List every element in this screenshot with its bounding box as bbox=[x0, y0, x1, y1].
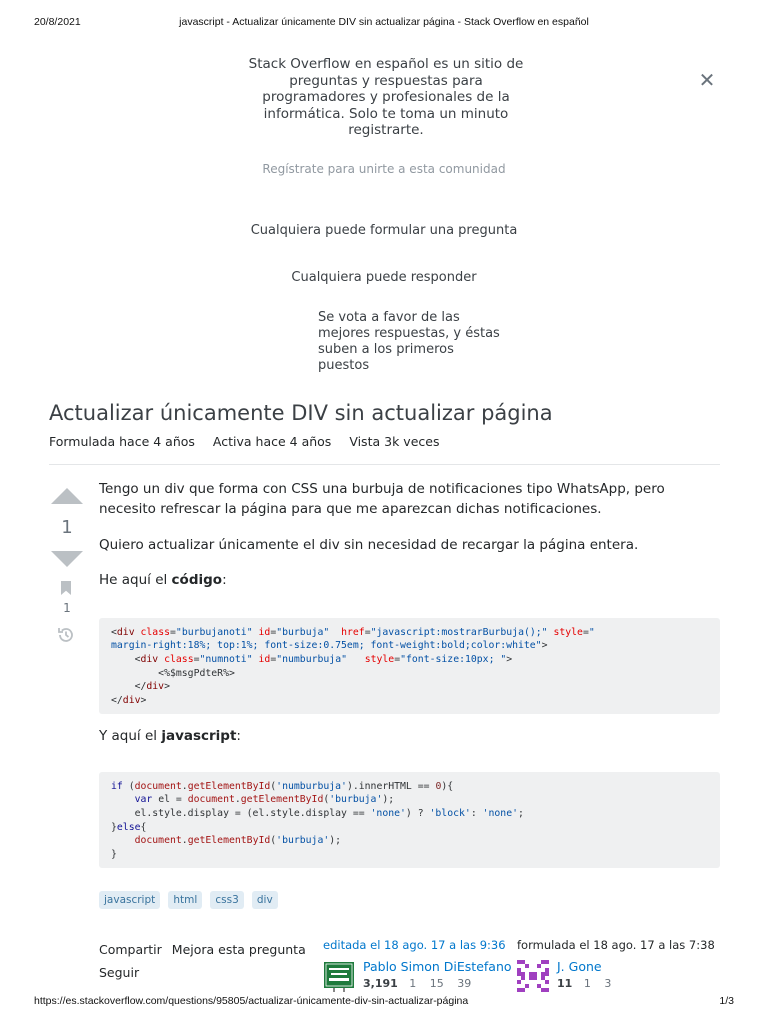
asked-time: formulada el 18 ago. 17 a las 7:38 bbox=[517, 938, 715, 952]
p4-prefix: Y aquí el bbox=[99, 728, 162, 744]
print-header bbox=[0, 16, 768, 30]
signup-link[interactable]: Regístrate para unirte a esta comunidad bbox=[262, 162, 506, 176]
question-meta bbox=[49, 434, 453, 449]
html-code-block[interactable]: <div class="burbujanoti" id="burbuja" href="javascript:mostrarBurbuja();" style=" margin-right:18%; top:1%; font-size:0.75em; font-weight:bold;color:white"> <div class="numnoti" id="numburbuja" style="font-size:10px; "> <%$msgPdteR%> </div> </div> bbox=[99, 618, 720, 714]
meta-views bbox=[349, 434, 439, 449]
editor-reputation: 3,191 bbox=[363, 977, 398, 990]
editor-card bbox=[323, 938, 513, 992]
meta-asked-value: hace 4 años bbox=[119, 434, 195, 449]
editor-name[interactable]: Pablo Simon DiEstefano bbox=[363, 959, 512, 974]
signup-banner-text: Stack Overflow en español es un sitio de preguntas y respuestas para programadores y profesionales de la informática. Solo te toma un minuto registrarte. bbox=[248, 56, 524, 138]
print-date: 20/8/2021 bbox=[34, 16, 81, 28]
vote-count: 1 bbox=[61, 517, 73, 538]
tag-div[interactable]: div bbox=[252, 891, 278, 909]
meta-active-value[interactable]: hace 4 años bbox=[255, 434, 332, 449]
vote-down-icon[interactable] bbox=[51, 551, 83, 567]
js-code-block[interactable]: if (document.getElementById('numburbuja').innerHTML == 0){ var el = document.getElementById('burbuja'); el.style.display = (el.style.display == 'none') ? 'block': 'none'; }else{ document.getElementById('burbuja'); } bbox=[99, 772, 720, 868]
bookmark-count: 1 bbox=[63, 601, 71, 615]
p3-bold: código bbox=[171, 572, 223, 588]
owner-silver-badges: 1 bbox=[583, 977, 591, 990]
post-menu-row bbox=[99, 938, 312, 961]
editor-avatar[interactable] bbox=[323, 960, 355, 992]
print-url: https://es.stackoverflow.com/questions/95805/actualizar-únicamente-div-sin-actualizar-página bbox=[34, 995, 469, 1007]
vote-up-icon[interactable] bbox=[51, 488, 83, 504]
post-menu bbox=[99, 938, 312, 984]
editor-user bbox=[323, 960, 513, 992]
tag-html[interactable]: html bbox=[168, 891, 202, 909]
print-footer bbox=[0, 995, 768, 1009]
owner-reputation: 11 bbox=[557, 977, 573, 990]
owner-stats bbox=[557, 977, 621, 990]
feature-ask: Cualquiera puede formular una pregunta bbox=[250, 223, 518, 238]
owner-user bbox=[517, 960, 717, 992]
tag-css3[interactable]: css3 bbox=[210, 891, 243, 909]
body-paragraph-1: Tengo un div que forma con CSS una burbuja de notificaciones tipo WhatsApp, pero necesito refrescar la página para que me aparezcan dichas notificaciones. bbox=[99, 481, 665, 517]
close-icon: ✕ bbox=[698, 68, 716, 92]
p3-suffix: : bbox=[222, 572, 227, 588]
history-icon[interactable] bbox=[57, 626, 75, 644]
tag-list bbox=[99, 888, 281, 909]
print-page-number: 1/3 bbox=[719, 995, 734, 1007]
tag-javascript[interactable]: javascript bbox=[99, 891, 160, 909]
p4-suffix: : bbox=[236, 728, 241, 744]
post-menu-row-2 bbox=[99, 961, 312, 984]
bookmark-icon[interactable] bbox=[61, 581, 71, 595]
p4-bold: javascript bbox=[161, 728, 237, 744]
meta-asked-label: Formulada bbox=[49, 434, 116, 449]
owner-bronze-badges: 3 bbox=[604, 977, 612, 990]
improve-question-link[interactable]: Mejora esta pregunta bbox=[171, 942, 306, 957]
meta-asked bbox=[49, 434, 195, 449]
editor-bronze-badges: 39 bbox=[457, 977, 472, 990]
body-paragraph-2: Quiero actualizar únicamente el div sin necesidad de recargar la página entera. bbox=[99, 537, 639, 553]
body-paragraph-3 bbox=[99, 571, 719, 591]
close-banner-button[interactable] bbox=[697, 70, 717, 90]
follow-link[interactable]: Seguir bbox=[99, 965, 140, 980]
share-link[interactable]: Compartir bbox=[99, 942, 162, 957]
meta-views-label: Vista bbox=[349, 434, 381, 449]
feature-answer: Cualquiera puede responder bbox=[291, 270, 477, 285]
editor-gold-badges: 1 bbox=[409, 977, 417, 990]
question-title[interactable]: Actualizar únicamente DIV sin actualizar página bbox=[49, 401, 553, 425]
owner-avatar[interactable] bbox=[517, 960, 549, 992]
edited-time[interactable]: editada el 18 ago. 17 a las 9:36 bbox=[323, 938, 506, 952]
editor-stats bbox=[363, 977, 481, 990]
p3-prefix: He aquí el bbox=[99, 572, 172, 588]
meta-views-value: 3k veces bbox=[384, 434, 440, 449]
owner-name[interactable]: J. Gone bbox=[557, 959, 602, 974]
feature-vote: Se vota a favor de las mejores respuestas, y éstas suben a los primeros puestos bbox=[318, 310, 500, 373]
meta-active bbox=[213, 434, 331, 449]
editor-silver-badges: 15 bbox=[429, 977, 444, 990]
meta-active-label: Activa bbox=[212, 434, 252, 449]
body-paragraph-4 bbox=[99, 727, 719, 747]
header-divider bbox=[49, 464, 720, 465]
owner-card bbox=[517, 938, 717, 992]
print-page-title: javascript - Actualizar únicamente DIV sin actualizar página - Stack Overflow en español bbox=[179, 16, 589, 28]
